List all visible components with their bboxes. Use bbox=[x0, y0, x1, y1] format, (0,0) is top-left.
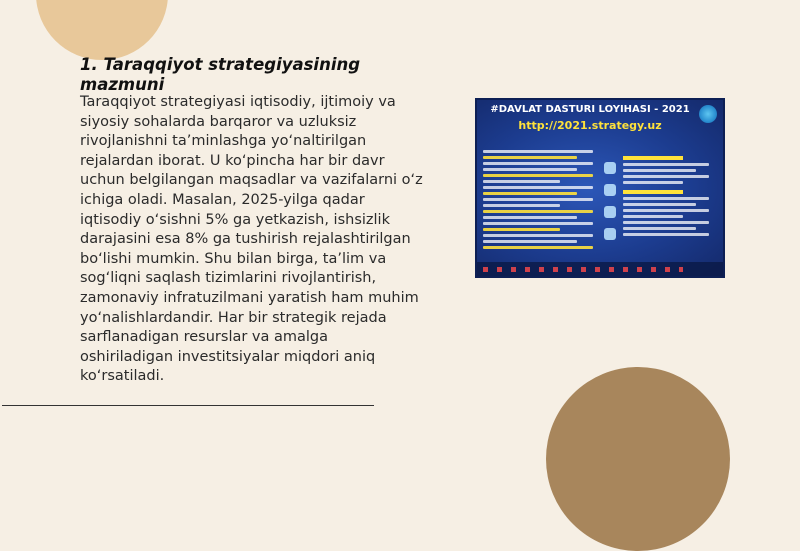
poster-url: http://2021.strategy.uz bbox=[518, 119, 662, 132]
globe-icon bbox=[604, 228, 616, 240]
strategy-poster-image bbox=[475, 98, 725, 278]
poster-left-text-block bbox=[483, 150, 593, 252]
poster-icon-column bbox=[601, 162, 619, 250]
poster-social-icons bbox=[483, 267, 683, 272]
divider-line bbox=[2, 405, 374, 406]
people-icon bbox=[604, 162, 616, 174]
slide-body-text: Taraqqiyot strategiyasi iqtisodiy, ijtimoiy va siyosiy sohalarda barqaror va uzluksiz rivojlanishni ta’minlashga yo‘naltirilgan rejalardan iborat. U ko‘pincha har bir davr uchun belgilangan maqsadlar va vazifalarni o‘z ichiga oladi. Masalan, 2025-yilga qadar iqtisodiy o‘sishni 5% ga yetkazish, ishsizlik darajasini esa 8% ga tushirish rejalashtirilgan bo‘lishi mumkin. Shu bilan birga, ta’lim va sog‘liqni saqlash tizimlarini rivojlantirish, zamonaviy infratuzilmani yaratish ham muhim yo‘nalishlardandir. Har bir strategik rejada sarflanadigan resurslar va amalga oshiriladigan investitsiyalar miqdori aniq ko‘rsatiladi. bbox=[80, 94, 423, 385]
slide-title: 1. Taraqqiyot strategiyasining mazmuni bbox=[80, 55, 361, 94]
building-icon bbox=[604, 184, 616, 196]
decorative-circle-top bbox=[36, 0, 168, 60]
decorative-circle-bottom bbox=[546, 367, 730, 551]
handshake-icon bbox=[604, 206, 616, 218]
poster-right-text-block bbox=[623, 156, 709, 239]
emblem-icon bbox=[699, 105, 717, 123]
poster-title: #DAVLAT DASTURI LOYIHASI - 2021 bbox=[490, 104, 690, 115]
